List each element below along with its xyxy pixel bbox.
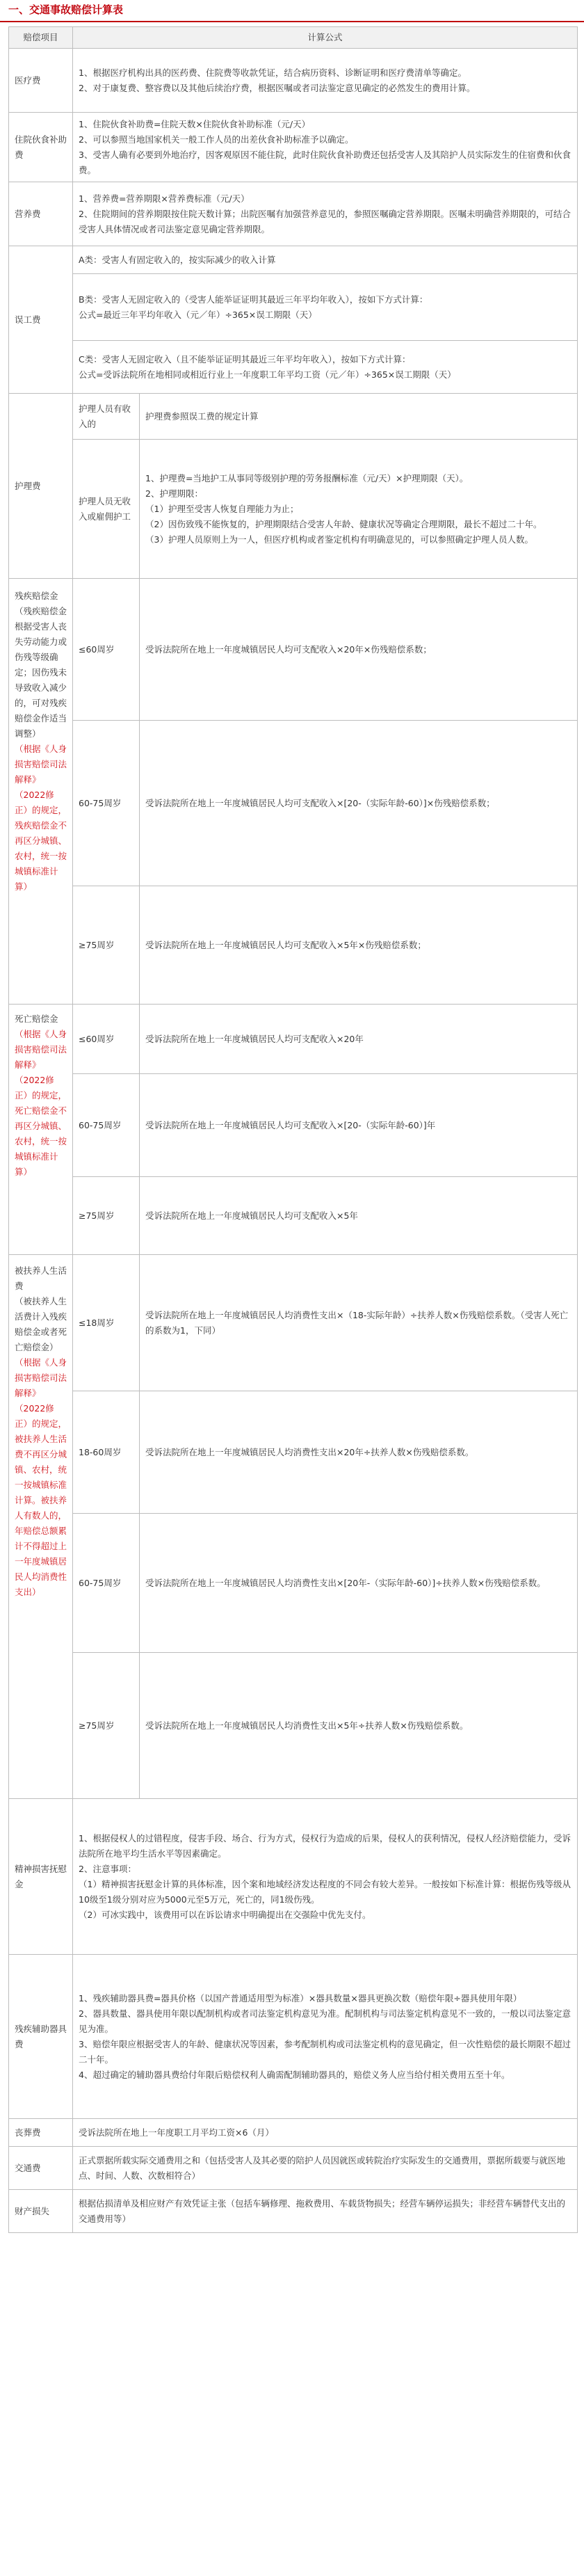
item-label: 财产损失 <box>9 2190 73 2233</box>
age-range: 60-75周岁 <box>73 1074 140 1177</box>
row-death-2 <box>9 1074 578 1177</box>
formula-line: 公式=受诉法院所在地相同或相近行业上一年度职工年平均工资（元／年）÷365×误工期限（天） <box>79 369 456 380</box>
row-nutrition <box>9 182 578 246</box>
item-label <box>9 1255 73 1799</box>
nursing-formula <box>140 440 578 579</box>
item-label-legal-note: （根据《人身损害赔偿司法解释》（2022修正）的规定，被扶养人生活费不再区分城镇、农村，统一按城镇标准计算。被扶养人有数人的，年赔偿总额累计不得超过上一年度城镇居民人均消费性支出） <box>15 1357 67 1597</box>
row-funeral <box>9 2119 578 2147</box>
lost-work-b <box>73 274 578 341</box>
formula-line: 2、器具数量、器具使用年限以配制机构或者司法鉴定机构意见为准。配制机构与司法鉴定机构意见不一致的，一般以司法鉴定意见为准。 <box>79 2008 571 2034</box>
row-nursing-2 <box>9 440 578 579</box>
item-label <box>9 1005 73 1255</box>
row-disability-2 <box>9 721 578 886</box>
row-dependents-2 <box>9 1391 578 1514</box>
formula-line: 3、赔偿年限应根据受害人的年龄、健康状况等因素，参考配制机构或司法鉴定机构的意见确定，但一次性赔偿的最长期限不超过二十年。 <box>79 2038 571 2065</box>
age-formula: 受诉法院所在地上一年度城镇居民人均消费性支出×[20年-（实际年龄-60）]÷扶养人数×伤残赔偿系数。 <box>140 1514 578 1653</box>
row-aids <box>9 1955 578 2119</box>
formula-line: （2）可冰实践中，该费用可以在诉讼请求中明确提出在交强险中优先支付。 <box>79 1909 371 1920</box>
formula-line: 2、护理期限： <box>145 488 203 499</box>
row-transport <box>9 2147 578 2190</box>
item-label-legal-note: （根据《人身损害赔偿司法解释》（2022修正）的规定，死亡赔偿金不再区分城镇、农村，统一按城镇标准计算） <box>15 1029 67 1177</box>
age-formula: 受诉法院所在地上一年度城镇居民人均可支配收入×5年×伤残赔偿系数； <box>140 886 578 1005</box>
item-formula <box>73 113 578 182</box>
item-label-main: 死亡赔偿金 <box>15 1014 58 1024</box>
item-label <box>9 579 73 1005</box>
age-range: 60-75周岁 <box>73 721 140 886</box>
row-disability-1 <box>9 579 578 721</box>
header-item: 赔偿项目 <box>9 27 73 49</box>
item-label: 护理费 <box>9 394 73 579</box>
age-range: ≤18周岁 <box>73 1255 140 1391</box>
formula-line: C类：受害人无固定收入（且不能举证证明其最近三年平均年收入），按如下方式计算： <box>79 353 411 365</box>
row-mental <box>9 1799 578 1955</box>
nursing-sub-label: 护理人员有收入的 <box>73 394 140 440</box>
age-range: ≥75周岁 <box>73 1177 140 1255</box>
row-medical <box>9 49 578 113</box>
formula-line: 1、住院伙食补助费=住院天数×住院伙食补助标准（元/天） <box>79 118 311 129</box>
formula-line: 2、注意事项： <box>79 1863 136 1874</box>
row-dependents-1 <box>9 1255 578 1391</box>
row-dependents-3 <box>9 1514 578 1653</box>
age-range: 60-75周岁 <box>73 1514 140 1653</box>
item-label-note: （残疾赔偿金根据受害人丧失劳动能力或伤残等级确定；因伤残未导致收入减少的，可对残疾赔偿金作适当调整） <box>15 606 67 739</box>
formula-line: （1）精神损害抚慰金计算的具体标准，因个案和地域经济发达程度的不同会有较大差异。一般按如下标准计算：根据伤残等级从10级至1级分别对应为5000元至5万元，死亡的，同1级伤残。 <box>79 1878 571 1905</box>
item-label: 交通费 <box>9 2147 73 2190</box>
item-label-note: （被扶养人生活费计入残疾赔偿金或者死亡赔偿金） <box>15 1296 67 1352</box>
item-formula <box>73 49 578 113</box>
row-lost-work-c <box>9 341 578 394</box>
formula-line: 2、可以参照当地国家机关一般工作人员的出差伙食补助标准予以确定。 <box>79 134 354 145</box>
formula-line: 1、残疾辅助器具费=器具价格（以国产普通适用型为标准）×器具数量×器具更换次数（赔偿年限÷器具使用年限） <box>79 1992 522 2003</box>
row-death-1 <box>9 1005 578 1074</box>
nursing-formula: 护理费参照误工费的规定计算 <box>140 394 578 440</box>
formula-line: （1）护理至受害人恢复自理能力为止； <box>145 503 299 514</box>
item-label: 误工费 <box>9 246 73 394</box>
age-formula: 受诉法院所在地上一年度城镇居民人均消费性支出×（18-实际年龄）÷扶养人数×伤残赔偿系数。（受害人死亡的系数为1，下同） <box>140 1255 578 1391</box>
nursing-sub-label: 护理人员无收入或雇佣护工 <box>73 440 140 579</box>
formula-line: 1、根据医疗机构出具的医药费、住院费等收款凭证，结合病历资料、诊断证明和医疗费清单等确定。 <box>79 67 467 78</box>
item-label-legal-note: （根据《人身损害赔偿司法解释》（2022修正）的规定，残疾赔偿金不再区分城镇、农村，统一按城镇标准计算） <box>15 744 67 892</box>
formula-line: 4、超过确定的辅助器具费给付年限后赔偿权利人确需配制辅助器具的，赔偿义务人应当给付相关费用五至十年。 <box>79 2069 510 2080</box>
item-label: 医疗费 <box>9 49 73 113</box>
page-title: 一、交通事故赔偿计算表 <box>8 3 124 16</box>
item-label-main: 被扶养人生活费 <box>15 1265 67 1291</box>
item-formula: 正式票据所载实际交通费用之和（包括受害人及其必要的陪护人员因就医或转院治疗实际发生的交通费用，票据所载要与就医地点、时间、人数、次数相符合） <box>73 2147 578 2190</box>
item-label: 残疾辅助器具费 <box>9 1955 73 2119</box>
age-formula: 受诉法院所在地上一年度城镇居民人均消费性支出×5年÷扶养人数×伤残赔偿系数。 <box>140 1653 578 1799</box>
age-range: ≤60周岁 <box>73 579 140 721</box>
row-hospital-food <box>9 113 578 182</box>
row-lost-work-b <box>9 274 578 341</box>
row-lost-work-a <box>9 246 578 274</box>
formula-line: 1、根据侵权人的过错程度，侵害手段、场合、行为方式，侵权行为造成的后果，侵权人的获利情况，侵权人经济赔偿能力，受诉法院所在地平均生活水平等因素确定。 <box>79 1832 571 1859</box>
compensation-table <box>8 26 578 2233</box>
item-formula <box>73 182 578 246</box>
row-death-3 <box>9 1177 578 1255</box>
row-nursing-1 <box>9 394 578 440</box>
age-formula: 受诉法院所在地上一年度城镇居民人均可支配收入×[20-（实际年龄-60）]×伤残赔偿系数； <box>140 721 578 886</box>
formula-line: 1、营养费=营养期限×营养费标准（元/天） <box>79 193 250 204</box>
header-formula: 计算公式 <box>73 27 578 49</box>
formula-line: B类：受害人无固定收入的（受害人能举证证明其最近三年平均年收入），按如下方式计算： <box>79 294 428 305</box>
age-range: ≤60周岁 <box>73 1005 140 1074</box>
row-disability-3 <box>9 886 578 1005</box>
item-label: 住院伙食补助费 <box>9 113 73 182</box>
age-formula: 受诉法院所在地上一年度城镇居民人均消费性支出×20年÷扶养人数×伤残赔偿系数。 <box>140 1391 578 1514</box>
age-formula: 受诉法院所在地上一年度城镇居民人均可支配收入×5年 <box>140 1177 578 1255</box>
age-formula: 受诉法院所在地上一年度城镇居民人均可支配收入×[20-（实际年龄-60）]年 <box>140 1074 578 1177</box>
item-formula: 根据估损清单及相应财产有效凭证主张（包括车辆修理、拖救费用、车载货物损失；经营车辆停运损失；非经营车辆替代支出的交通费用等） <box>73 2190 578 2233</box>
age-formula: 受诉法院所在地上一年度城镇居民人均可支配收入×20年 <box>140 1005 578 1074</box>
age-range: 18-60周岁 <box>73 1391 140 1514</box>
lost-work-c <box>73 341 578 394</box>
formula-line: （3）护理人员原则上为一人，但医疗机构或者鉴定机构有明确意见的，可以参照确定护理人员人数。 <box>145 534 533 545</box>
item-formula <box>73 1955 578 2119</box>
item-label: 精神损害抚慰金 <box>9 1799 73 1955</box>
item-label: 丧葬费 <box>9 2119 73 2147</box>
lost-work-a: A类：受害人有固定收入的，按实际减少的收入计算 <box>73 246 578 274</box>
item-label-main: 残疾赔偿金 <box>15 591 58 601</box>
formula-line: （2）因伤致残不能恢复的，护理期限结合受害人年龄、健康状况等确定合理期限，最长不超过二十年。 <box>145 518 542 529</box>
formula-line: 3、受害人确有必要到外地治疗，因客观原因不能住院，此时住院伙食补助费还包括受害人及其陪护人员实际发生的住宿费和伙食费。 <box>79 149 571 175</box>
age-formula: 受诉法院所在地上一年度城镇居民人均可支配收入×20年×伤残赔偿系数； <box>140 579 578 721</box>
formula-line: 2、对于康复费、整容费以及其他后续治疗费，根据医嘱或者司法鉴定意见确定的必然发生的费用计算。 <box>79 82 476 93</box>
row-property <box>9 2190 578 2233</box>
item-formula: 受诉法院所在地上一年度职工月平均工资×6（月） <box>73 2119 578 2147</box>
title-divider <box>0 21 584 22</box>
formula-line: 公式=最近三年平均年收入（元／年）÷365×误工期限（天） <box>79 309 317 320</box>
row-dependents-4 <box>9 1653 578 1799</box>
age-range: ≥75周岁 <box>73 886 140 1005</box>
item-label: 营养费 <box>9 182 73 246</box>
header-row <box>9 27 578 49</box>
age-range: ≥75周岁 <box>73 1653 140 1799</box>
formula-line: 2、住院期间的营养期限按住院天数计算；出院医嘱有加强营养意见的，参照医嘱确定营养期限。医嘱未明确营养期限的，可结合受害人具体情况或者司法鉴定意见确定营养期限。 <box>79 208 571 234</box>
item-formula <box>73 1799 578 1955</box>
formula-line: 1、护理费=当地护工从事同等级别护理的劳务报酬标准（元/天）×护理期限（天）。 <box>145 472 469 483</box>
